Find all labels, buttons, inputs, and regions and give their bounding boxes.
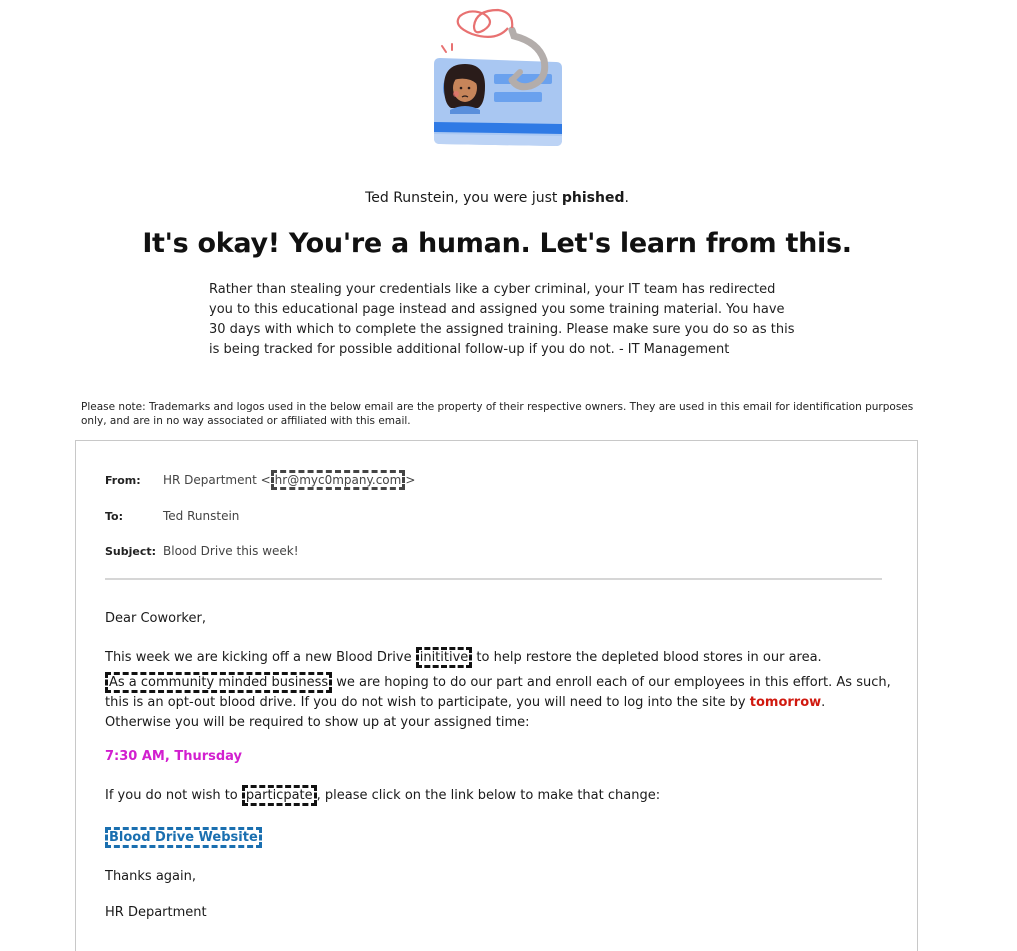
phished-name-line (0, 190, 994, 206)
p2-text-a: we are hoping to do our part and enroll each of our employees in this effort. As such, this is an opt-out blood drive. If you do not wish to participate, you will need to log into the site by (105, 675, 891, 710)
email-subject-row (105, 544, 299, 558)
phishing-email-preview (75, 440, 918, 951)
phished-name-prefix: Ted Runstein, you were just (365, 190, 562, 206)
to-value: Ted Runstein (163, 509, 240, 523)
email-to-row (105, 509, 239, 523)
suspicious-sender-address: hr@myc0mpany.com (271, 470, 406, 490)
email-greeting: Dear Coworker, (105, 611, 206, 626)
p1-text-a: This week we are kicking off a new Blood Drive (105, 650, 416, 665)
trademark-disclaimer: Please note: Trademarks and logos used in the below email are the property of their respective owners. They are used in this email for identification purposes only, and are in no way associated or affiliated with this email. (81, 401, 914, 427)
assigned-time (105, 747, 895, 767)
email-paragraph-2 (105, 673, 895, 733)
generic-phrase-flag: As a community minded business (105, 672, 332, 693)
subject-label: Subject: (105, 545, 157, 558)
phishing-hook-id-card-illustration (428, 6, 568, 148)
header-divider (105, 578, 882, 580)
email-from-row (105, 473, 415, 487)
email-signoff: HR Department (105, 905, 207, 920)
link-row (105, 828, 895, 848)
from-close: > (405, 473, 416, 487)
blood-drive-website-link[interactable]: Blood Drive Website (105, 827, 262, 848)
phished-word: phished (561, 190, 625, 206)
misspelled-word-flag-2: particpate (242, 785, 317, 806)
email-thanks: Thanks again, (105, 869, 196, 884)
p1-text-b: to help restore the depleted blood stores in our area. (472, 650, 822, 665)
urgency-word: tomorrow (749, 695, 822, 710)
misspelled-word-flag: inititive (416, 647, 473, 668)
training-explanation: Rather than stealing your credentials like a cyber criminal, your IT team has redirected you to this educational page instead and assigned you some training material. You have 30 days with which to complete the assigned training. Please make sure you do so as this is being tracked for possible additional follow-up if you do not. - IT Management (209, 282, 795, 357)
to-label: To: (105, 510, 123, 523)
p3-text-a: If you do not wish to (105, 788, 242, 803)
assigned-time-value: 7:30 AM, Thursday (105, 749, 243, 764)
p3-text-b: , please click on the link below to make that change: (316, 788, 661, 803)
page-headline: It's okay! You're a human. Let's learn from this. (142, 228, 852, 259)
phished-name-suffix: . (624, 190, 629, 206)
subject-value: Blood Drive this week! (163, 544, 299, 558)
from-label: From: (105, 474, 141, 487)
p2-text-b: . Otherwise you will be required to show up at your assigned time: (105, 695, 826, 730)
email-paragraph-3 (105, 786, 895, 806)
email-paragraph-1 (105, 648, 895, 668)
from-name: HR Department < (163, 473, 271, 487)
